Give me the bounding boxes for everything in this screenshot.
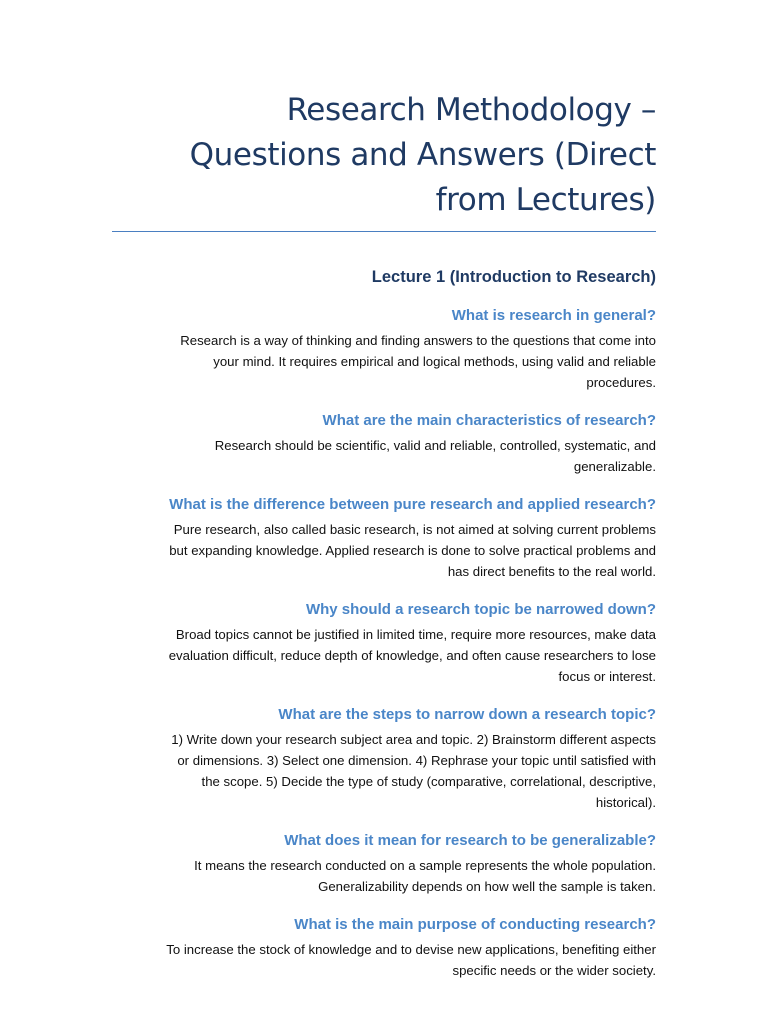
question: What are the steps to narrow down a research topic? [278,706,656,723]
answer-line: specific needs or the wider society. [452,963,656,978]
answer-line: Research should be scientific, valid and reliable, controlled, systematic, and [214,438,656,453]
answer [112,435,656,477]
answer-line: or dimensions. 3) Select one dimension. 4) Rephrase your topic until satisfied with [177,753,656,768]
answer-line: Research is a way of thinking and finding answers to the questions that come into [180,333,656,348]
answer-line: but expanding knowledge. Applied research is done to solve practical problems and [169,543,656,558]
question: Why should a research topic be narrowed down? [305,601,656,618]
qa-item [112,915,656,981]
qa-item [112,600,656,687]
qa-item [112,705,656,813]
answer-line: 1) Write down your research subject area and topic. 2) Brainstorm different aspects [171,732,656,747]
answer-line: It means the research conducted on a sample represents the whole population. [194,858,656,873]
qa-item [112,495,656,582]
answer-line: Generalizability depends on how well the sample is taken. [318,879,656,894]
answer-line: focus or interest. [558,669,656,684]
answer [112,939,656,981]
answer-line: evaluation difficult, reduce depth of knowledge, and often cause researchers to lose [168,648,656,663]
answer-line: generalizable. [573,459,656,474]
answer [112,330,656,393]
answer [112,624,656,687]
answer-line: historical). [595,795,656,810]
qa-item [112,411,656,477]
question: What does it mean for research to be generalizable? [284,832,656,849]
answer-line: the scope. 5) Decide the type of study (comparative, correlational, descriptive, [201,774,656,789]
answer-line: To increase the stock of knowledge and to devise new applications, benefiting either [166,942,656,957]
title-divider [112,231,656,232]
document-page [112,88,656,981]
lecture-heading: Lecture 1 (Introduction to Research) [371,268,656,286]
question: What is the main purpose of conducting research? [294,916,656,933]
answer-line: Pure research, also called basic research, is not aimed at solving current problems [173,522,656,537]
question: What are the main characteristics of research? [322,412,656,429]
title-line: Research Methodology – [286,92,656,128]
answer-line: your mind. It requires empirical and logical methods, using valid and reliable [213,354,656,369]
qa-item [112,831,656,897]
document-title [112,88,656,223]
question: What is the difference between pure research and applied research? [169,496,656,513]
answer [112,519,656,582]
answer-line: has direct benefits to the real world. [447,564,656,579]
answer [112,855,656,897]
answer-line: procedures. [586,375,656,390]
title-line: Questions and Answers (Direct [189,137,656,173]
qa-item [112,306,656,393]
title-line: from Lectures) [435,182,656,218]
question: What is research in general? [451,307,656,324]
answer [112,729,656,813]
answer-line: Broad topics cannot be justified in limited time, require more resources, make data [175,627,656,642]
